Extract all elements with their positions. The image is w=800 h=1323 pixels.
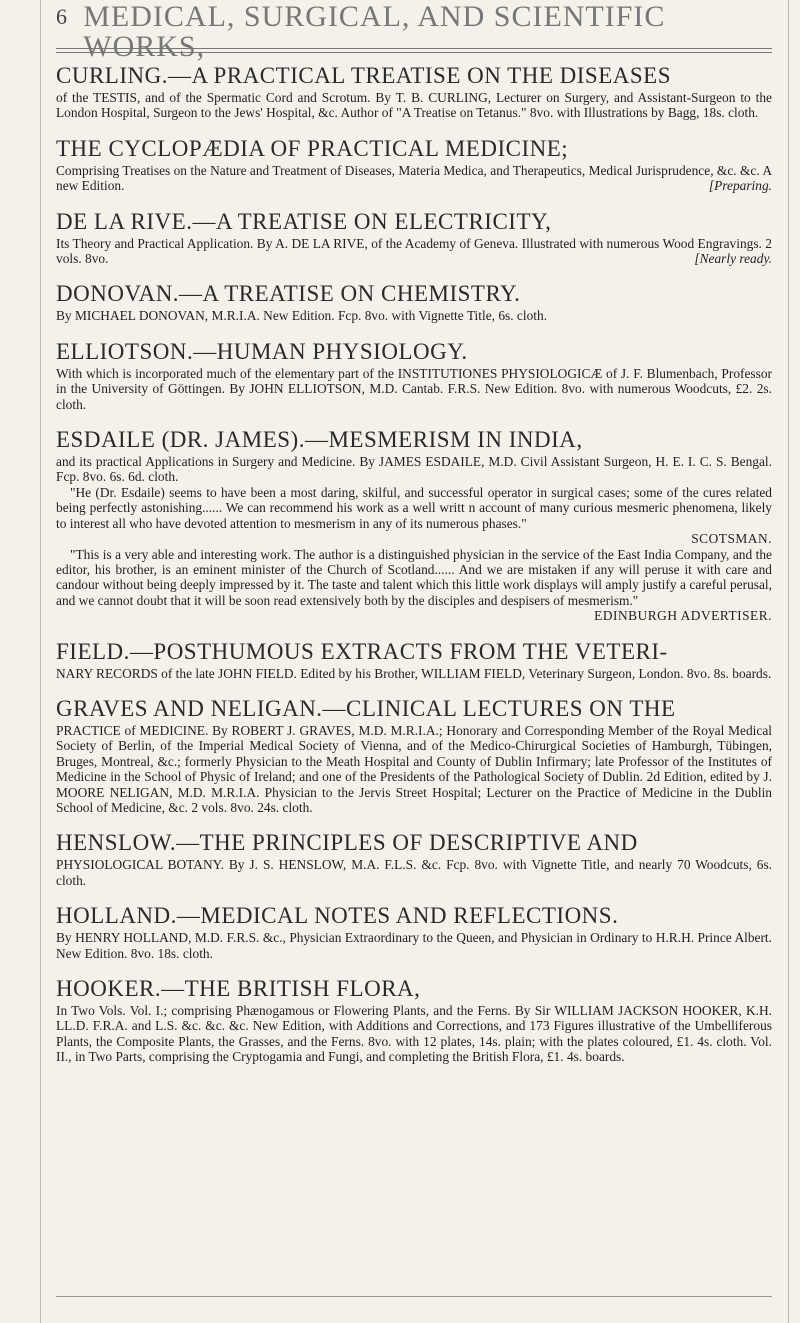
entry-title: HOOKER.—THE BRITISH FLORA,	[56, 976, 421, 1001]
review-source: EDINBURGH ADVERTISER.	[594, 608, 772, 624]
entry-description	[56, 90, 772, 121]
review-quote	[56, 485, 772, 547]
header-rule-double	[56, 52, 772, 53]
entry-description	[56, 236, 772, 267]
publication-status: [Preparing.	[708, 178, 772, 194]
review-text: "This is a very able and interesting work. The author is a distinguished physician in the service of the East India Company, and the editor, his brother, is an eminent minister of the Church of Scotland...... And we are mistaken if any will peruse it with care and candour without being deeply impressed by it. The taste and talent which this little work displays will amply justify a careful perusal, and we cannot doubt that it will be soon read extensively both by the disciples and despisers of mesmerism."	[56, 546, 772, 608]
review-text: "He (Dr. Esdaile) seems to have been a most daring, skilful, and successful operator in surgical cases; some of the cures related being perfectly astonishing...... We can recommend his work as a well writt n account of many curious mesmeric phenomena, likely to interest all who have devoted attention to mesmerism in any of its numerous phases."	[56, 484, 772, 531]
entry-title: ELLIOTSON.—HUMAN PHYSIOLOGY.	[56, 338, 468, 364]
right-margin-line	[788, 0, 789, 1323]
catalogue-entry	[56, 340, 772, 412]
entry-title: THE CYCLOPÆDIA OF PRACTICAL MEDICINE;	[56, 135, 569, 161]
entry-description-text: NARY RECORDS of the late JOHN FIELD. Edited by his Brother, WILLIAM FIELD, Veterinary Surgeon, London. 8vo. 8s. boards.	[56, 665, 772, 681]
review-quote	[56, 547, 772, 624]
entry-title: HENSLOW.—THE PRINCIPLES OF DESCRIPTIVE AND	[56, 830, 638, 856]
entry-title: FIELD.—POSTHUMOUS EXTRACTS FROM THE VETERI-	[56, 638, 668, 664]
page-number: 6	[56, 4, 67, 29]
entry-description	[56, 723, 772, 815]
entry-title: HOLLAND.—MEDICAL NOTES AND REFLECTIONS.	[56, 903, 619, 929]
entry-description-text: and its practical Applications in Surgery and Medicine. By JAMES ESDAILE, M.D. Civil Assistant Surgeon, H. E. I. C. S. Bengal. Fcp. 8vo. 6s. 6d. cloth.	[56, 454, 772, 485]
entry-description	[56, 163, 772, 194]
entry-description-text: Its Theory and Practical Application. By A. DE LA RIVE, of the Academy of Geneva. Illustrated with numerous Wood Engravings. 2 vols. 8vo.	[56, 235, 772, 267]
entry-description	[56, 308, 772, 323]
entry-description-text: PHYSIOLOGICAL BOTANY. By J. S. HENSLOW, M.A. F.L.S. &c. Fcp. 8vo. with Vignette Title, and nearly 70 Woodcuts, 6s. cloth.	[56, 857, 772, 888]
catalogue-entry	[56, 210, 772, 267]
entry-description	[56, 366, 772, 412]
entry-title: CURLING.—A PRACTICAL TREATISE ON THE DISEASES	[56, 63, 671, 88]
catalogue-entry	[56, 831, 772, 888]
catalogue-entry	[56, 904, 772, 961]
header-rule	[56, 48, 772, 49]
entry-description	[56, 666, 772, 681]
running-title: MEDICAL, SURGICAL, AND SCIENTIFIC WORKS,	[83, 0, 666, 63]
left-margin-line	[40, 0, 41, 1323]
entry-title: DONOVAN.—A TREATISE ON CHEMISTRY.	[56, 281, 521, 307]
entry-description-text: In Two Vols. Vol. I.; comprising Phænogamous or Flowering Plants, and the Ferns. By Sir WILLIAM JACKSON HOOKER, K.H. LL.D. F.R.A. and L.S. &c. &c. &c. New Edition, with Additions and Corrections, and 173 Figures illustrative of the Umbelliferous Plants, the Composite Plants, the Grasses, and the Ferns. 8vo. with 12 plates, 14s. plain; with the plates coloured, £1. 4s. cloth. Vol. II., in Two Parts, comprising the Cryptogamia and Fungi, and completing the British Flora, £1. 4s. boards.	[56, 1003, 772, 1065]
entry-title: GRAVES AND NELIGAN.—CLINICAL LECTURES ON THE	[56, 695, 676, 721]
entry-description	[56, 1003, 772, 1065]
entry-description-text: With which is incorporated much of the elementary part of the INSTITUTIONES PHYSIOLOGICÆ of J. F. Blumenbach, Professor in the University of Göttingen. By JOHN ELLIOTSON, M.D. Cantab. F.R.S. New Edition. 8vo. with numerous Woodcuts, £2. 2s. cloth.	[56, 365, 772, 412]
catalogue-entries	[56, 64, 772, 1081]
entry-description-text: of the TESTIS, and of the Spermatic Cord and Scrotum. By T. B. CURLING, Lecturer on Surgery, and Assistant-Surgeon to the London Hospital, Surgeon to the Jews' Hospital, &c. Author of "A Treatise on Tetanus." 8vo. with Illustrations by Bagg, 18s. cloth.	[56, 90, 772, 121]
footer-rule	[56, 1296, 772, 1297]
entry-description-text: PRACTICE of MEDICINE. By ROBERT J. GRAVES, M.D. M.R.I.A.; Honorary and Corresponding Member of the Royal Medical Society of Berlin, of the Imperial Medical Society of Vienna, and of the Medico-Chirurgical Societies of Hamburgh, Tübingen, Bruges, Montreal, &c.; formerly Physician to the Meath Hospital and County of Dublin Infirmary; late Professor of the Institutes of Medicine in the School of Physic of Ireland; and one of the Presidents of the Pathological Society of Dublin. 2d Edition, edited by J. MOORE NELIGAN, M.D. M.R.I.A. Physician to the Jervis Street Hospital; Lecturer on the Practice of Medicine in the Dublin School of Medicine, &c. 2 vols. 8vo. 24s. cloth.	[56, 722, 772, 815]
entry-description	[56, 454, 772, 485]
entry-description-text: Comprising Treatises on the Nature and Treatment of Diseases, Materia Medica, and Therapeutics, Medical Jurisprudence, &c. &c. A new Edition.	[56, 162, 772, 194]
catalogue-entry	[56, 977, 772, 1065]
catalogue-entry	[56, 64, 772, 121]
entry-description-text: By MICHAEL DONOVAN, M.R.I.A. New Edition. Fcp. 8vo. with Vignette Title, 6s. cloth.	[56, 308, 548, 324]
catalogue-entry	[56, 282, 772, 323]
catalogue-entry	[56, 137, 772, 194]
page-header	[56, 0, 776, 63]
entry-title: ESDAILE (DR. JAMES).—MESMERISM IN INDIA,	[56, 427, 583, 453]
entry-title: DE LA RIVE.—A TREATISE ON ELECTRICITY,	[56, 208, 552, 234]
review-source: SCOTSMAN.	[691, 531, 772, 547]
catalogue-entry	[56, 428, 772, 623]
catalogue-entry	[56, 697, 772, 815]
publication-status: [Nearly ready.	[694, 251, 772, 267]
catalogue-entry	[56, 640, 772, 681]
entry-description-text: By HENRY HOLLAND, M.D. F.R.S. &c., Physician Extraordinary to the Queen, and Physician in Ordinary to H.R.H. Prince Albert. New Edition. 8vo. 18s. cloth.	[56, 930, 772, 961]
entry-description	[56, 930, 772, 961]
entry-description	[56, 857, 772, 888]
